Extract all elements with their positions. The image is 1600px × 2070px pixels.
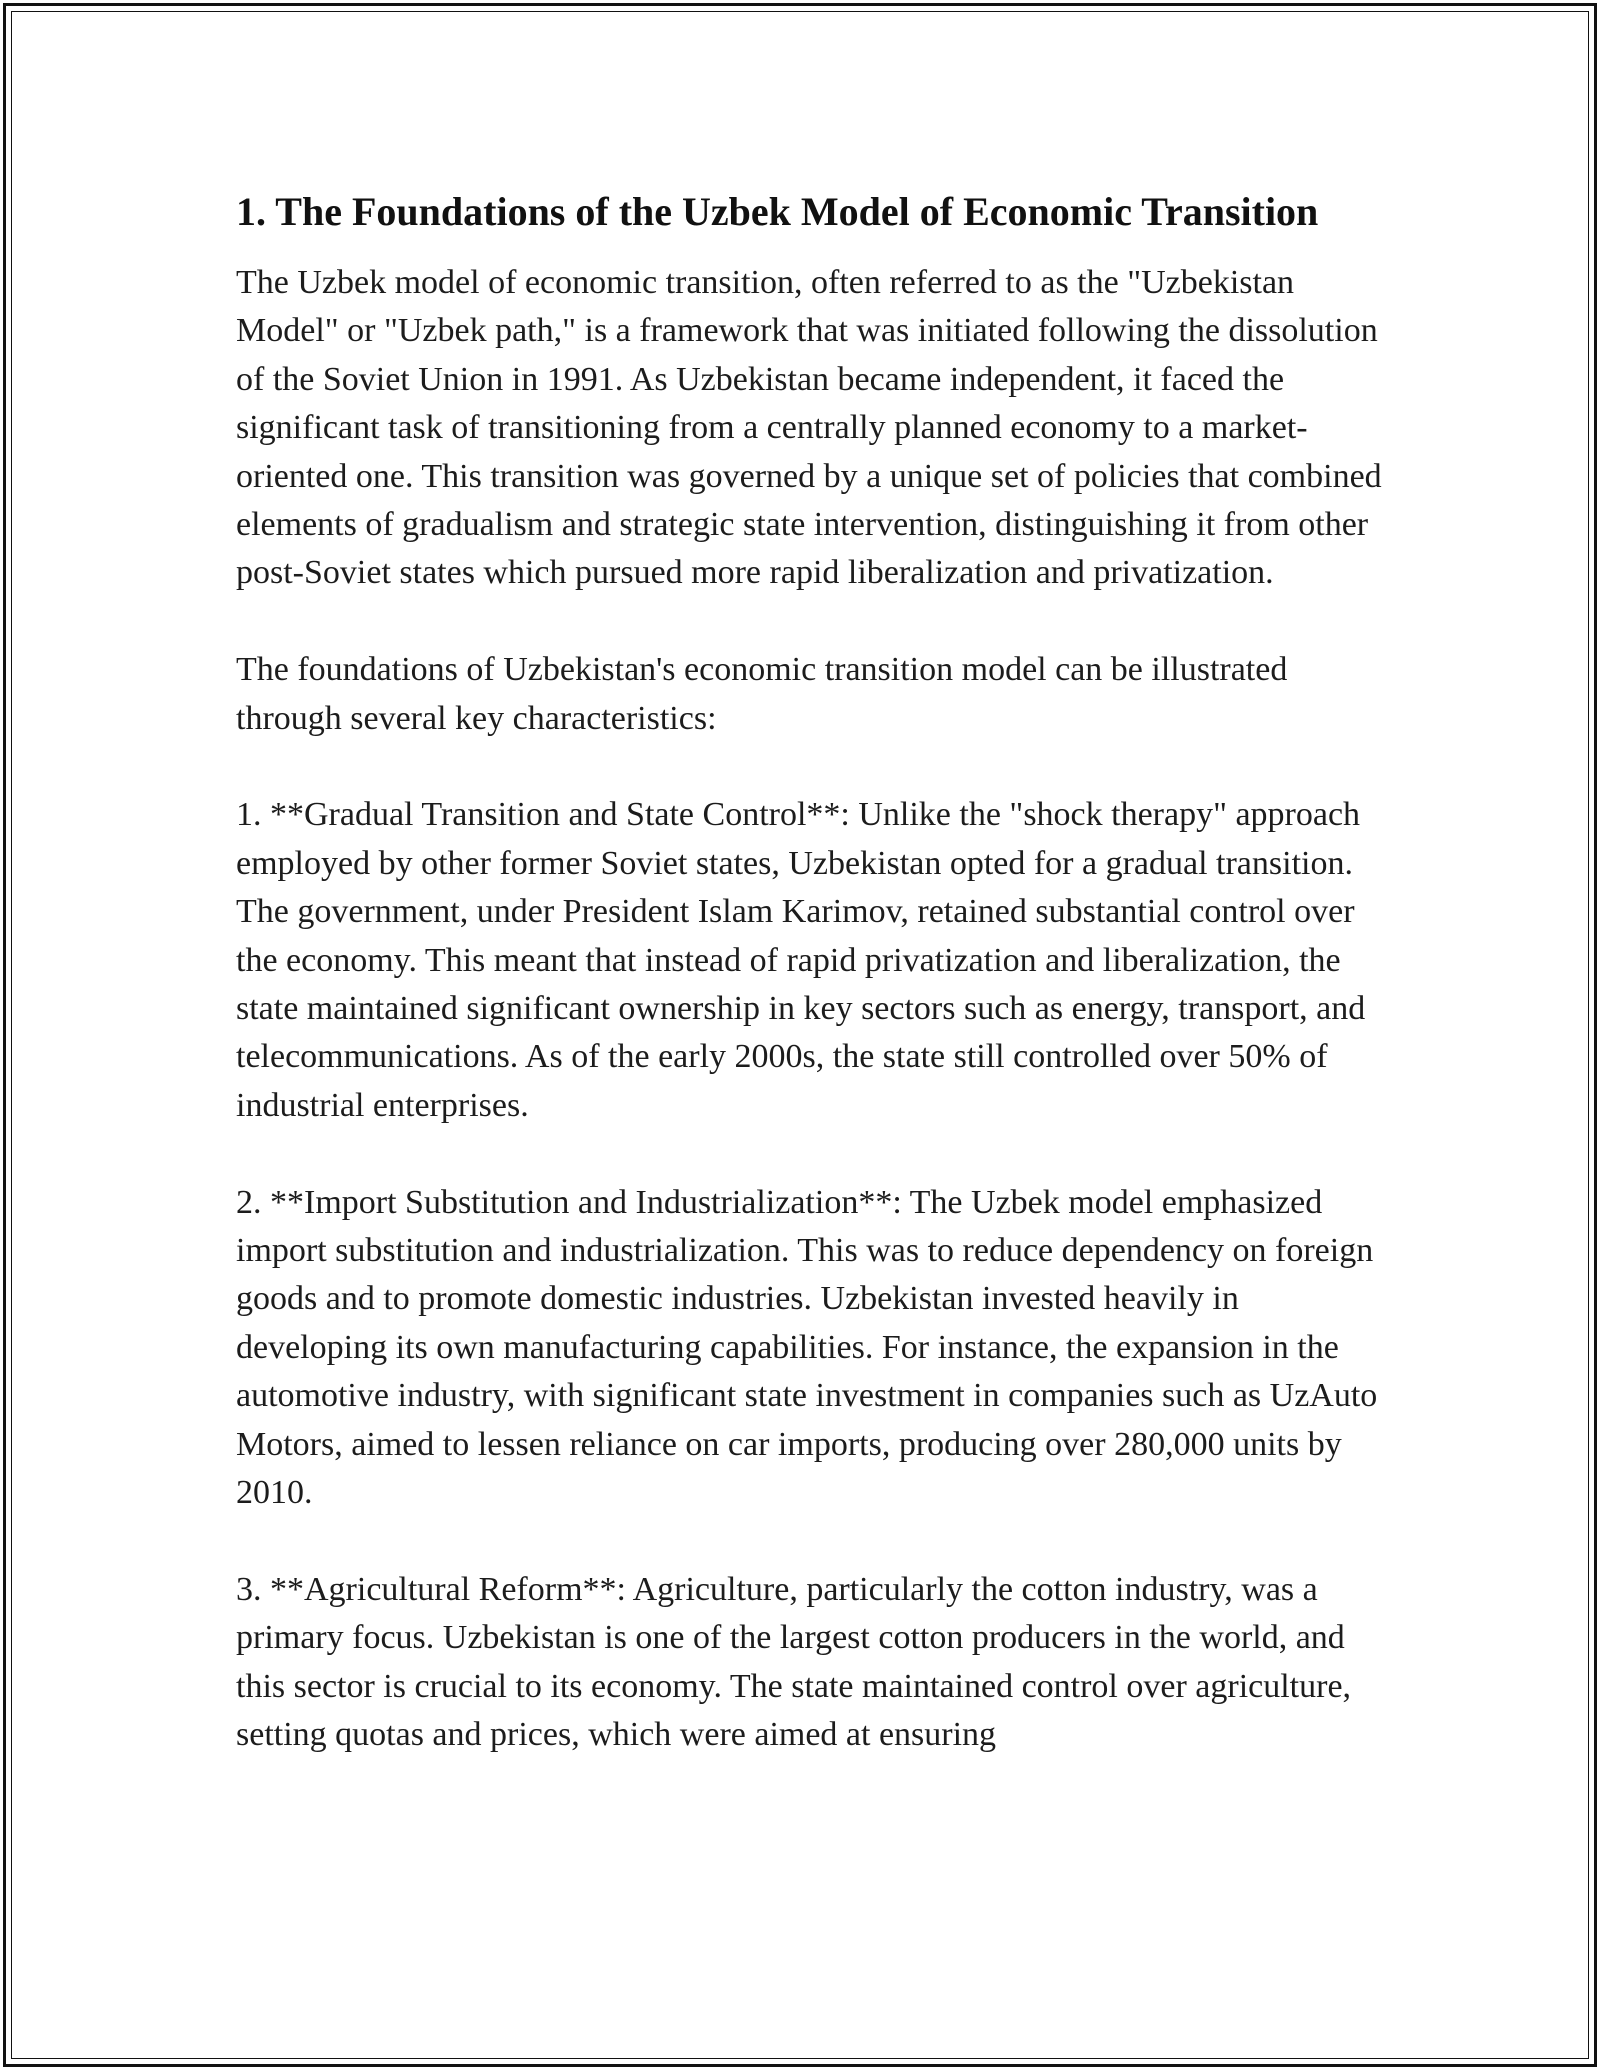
paragraph-agricultural-reform: 3. **Agricultural Reform**: Agriculture, particularly the cotton industry, was a primary focus. Uzbekistan is one of the largest cotton producers in the world, and this sector is crucial to its economy. The state maintained control over agriculture, setting quotas and prices, which were aimed at ensuring bbox=[236, 1570, 1352, 1754]
document-body bbox=[236, 184, 1386, 1808]
page-title: 1. The Foundations of the Uzbek Model of Economic Transition bbox=[236, 189, 1319, 234]
paragraph-import-substitution: 2. **Import Substitution and Industrialization**: The Uzbek model emphasized import substitution and industrialization. This was to reduce dependency on foreign goods and to promote domestic industries. Uzbekistan invested heavily in developing its own manufacturing capabilities. For instance, the expansion in the automotive industry, with significant state investment in companies such as UzAuto Motors, aimed to lessen reliance on car imports, producing over 280,000 units by 2010. bbox=[236, 1183, 1378, 1512]
paragraph-gradual-transition: 1. **Gradual Transition and State Control**: Unlike the "shock therapy" approach employed by other former Soviet states, Uzbekistan opted for a gradual transition. The government, under President Islam Karimov, retained substantial control over the economy. This meant that instead of rapid privatization and liberalization, the state maintained significant ownership in key sectors such as energy, transport, and telecommunications. As of the early 2000s, the state still controlled over 50% of industrial enterprises. bbox=[236, 796, 1366, 1124]
paragraph-characteristics-intro: The foundations of Uzbekistan's economic transition model can be illustrated through several key characteristics: bbox=[236, 651, 1288, 737]
paragraph-intro: The Uzbek model of economic transition, often referred to as the "Uzbekistan Model" or "Uzbek path," is a framework that was initiated following the dissolution of the Soviet Union in 1991. As Uzbekistan became independent, it faced the significant task of transitioning from a centrally planned economy to a market-oriented one. This transition was governed by a unique set of policies that combined elements of gradualism and strategic state intervention, distinguishing it from other post-Soviet states which pursued more rapid liberalization and privatization. bbox=[236, 264, 1382, 592]
